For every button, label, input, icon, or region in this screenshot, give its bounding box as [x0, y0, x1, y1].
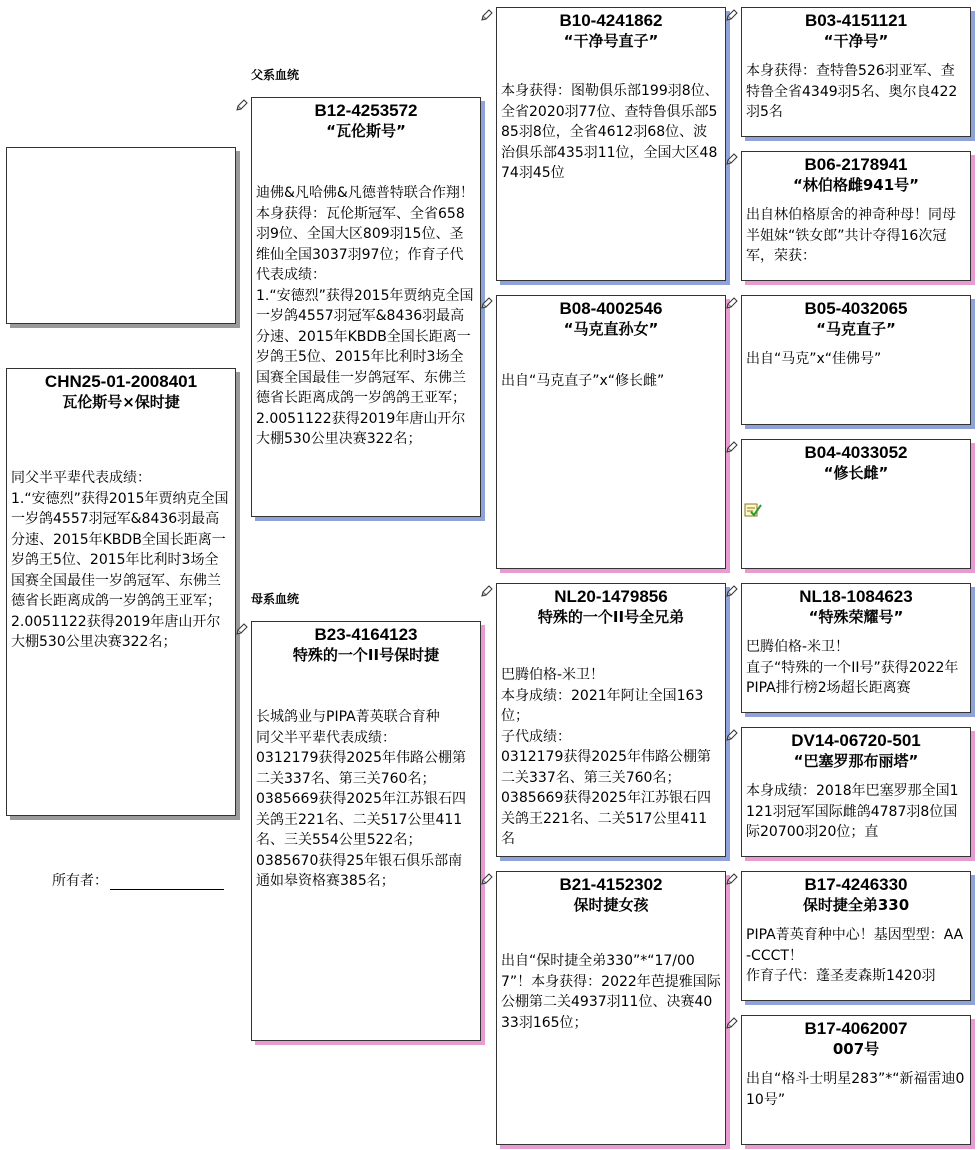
ggp-5-text: 巴腾伯格-米卫！ 直子“特殊的一个II号”获得2022年PIPA排行榜2场超长距离赛: [746, 639, 959, 696]
ggp-8-ring: B17-4062007: [804, 1019, 908, 1038]
main-bird-card: [6, 368, 236, 816]
ggp-card-1: [741, 7, 971, 137]
main-bird-name: 瓦伦斯号×保时捷: [62, 393, 180, 411]
ggp-card-6: [741, 727, 971, 857]
edit-pencil-icon[interactable]: [726, 727, 740, 741]
gp-dd-ring: B21-4152302: [559, 875, 663, 894]
dam-section-label: 母系血统: [251, 592, 300, 606]
edit-pencil-icon[interactable]: [726, 439, 740, 453]
ggp-7-text: PIPA菁英育种中心！基因型型：AA-CCCT！ 作育子代：蓬圣麦森斯1420羽: [746, 927, 964, 984]
ggp-6-text: 本身成绩：2018年巴塞罗那全国1121羽冠军国际雌鸽4787羽8位国际20700羽20位；直: [746, 783, 959, 840]
main-bird-text: 同父半平辈代表成绩： 1.“安德烈”获得2015年贾纳克全国一岁鸽4557羽冠军&8436羽最高分速、2015年KBDB全国长距离一岁鸽王5位、2015年比利时3场全国赛全国最佳一岁鸽冠军、东佛兰德省长距离成鸽一岁鸽鸽王亚军； 2.0051122获得2019年唐山开尔大棚530公里决赛322名；: [11, 470, 229, 650]
ggp-card-8: [741, 1015, 971, 1145]
dam-card: [251, 621, 481, 1041]
ggp-2-name: “林伯格雌941号”: [792, 176, 920, 194]
dam-ring: B23-4164123: [314, 625, 418, 644]
gp-ds-ring: NL20-1479856: [554, 587, 668, 606]
owner-field: [52, 870, 224, 890]
ggp-card-4: [741, 439, 971, 569]
edit-pencil-icon[interactable]: [726, 151, 740, 165]
edit-pencil-icon[interactable]: [481, 583, 495, 597]
edit-pencil-icon[interactable]: [726, 7, 740, 21]
ggp-card-2: [741, 151, 971, 281]
photo-frame: [6, 147, 236, 324]
ggp-2-ring: B06-2178941: [804, 155, 908, 174]
sire-text: 迪佛&凡哈佛&凡德普特联合作翔！本身获得：瓦伦斯冠军、全省658羽9位、全国大区809羽15位、圣维仙全国3037羽97位；作育子代代表成绩： 1.“安德烈”获得2015年贾纳克全国一岁鸽4557羽冠军&8436羽最高分速、2015年KBDB全国长距离一岁鸽王5位、2015年比利时3场全国赛全国最佳一岁鸽冠军、东佛兰德省长距离成鸽一岁鸽鸽王亚军； 2.0051122获得2019年唐山开尔大棚530公里决赛322名；: [256, 185, 474, 447]
edit-pencil-icon[interactable]: [236, 621, 250, 635]
gp-ds-name: 特殊的一个II号全兄弟: [537, 608, 685, 626]
sire-name: “瓦伦斯号”: [326, 122, 406, 140]
ggp-3-text: 出自“马克”x“佳佛号”: [746, 351, 882, 367]
ggp-6-ring: DV14-06720-501: [791, 731, 921, 750]
granddam-maternal-card: [496, 871, 726, 1145]
ggp-5-ring: NL18-1084623: [799, 587, 913, 606]
gp-dd-name: 保时捷女孩: [573, 896, 649, 914]
owner-line: [110, 875, 224, 890]
gp-ss-text: 本身获得：图勒俱乐部199羽8位、全省2020羽77位、查特鲁俱乐部585羽8位，全省4612羽68位、波治俱乐部435羽11位，全国大区4874羽45位: [501, 83, 719, 181]
gp-dd-text: 出自“保时捷全弟330”*“17/007”！本身获得：2022年芭提雅国际公棚第二关4937羽11位、决赛4033羽165位；: [501, 953, 721, 1031]
dam-text: 长城鸽业与PIPA菁英联合育种 同父半平辈代表成绩： 0312179获得2025年伟路公棚第二关337名、第三关760名； 0385669获得2025年江苏银石四关鸽王221名、二关517公里411名、三关554公里522名； 0385670获得25年银石俱乐部南通如皋资格赛385名；: [256, 709, 466, 889]
gp-sd-name: “马克直孙女”: [563, 320, 659, 338]
edit-pencil-icon[interactable]: [481, 7, 495, 21]
ggp-5-name: “特殊荣耀号”: [808, 608, 904, 626]
sire-section-label: 父系血统: [251, 68, 300, 82]
ggp-card-3: [741, 295, 971, 425]
dam-name: 特殊的一个II号保时捷: [292, 646, 440, 664]
ggp-card-7: [741, 871, 971, 1001]
ggp-7-ring: B17-4246330: [804, 875, 908, 894]
ggp-1-name: “干净号”: [823, 32, 889, 50]
edit-pencil-icon[interactable]: [726, 871, 740, 885]
edit-pencil-icon[interactable]: [481, 295, 495, 309]
edit-pencil-icon[interactable]: [481, 871, 495, 885]
gp-sd-text: 出自“马克直子”x“修长雌”: [501, 373, 665, 389]
ggp-7-name: 保时捷全弟330: [802, 896, 910, 914]
ggp-2-text: 出自林伯格原舍的神奇种母！同母半姐妹“铁女郎”共计夺得16次冠军，荣获：: [746, 207, 956, 264]
edit-pencil-icon[interactable]: [236, 97, 250, 111]
sire-card: [251, 97, 481, 517]
owner-label: 所有者：: [52, 873, 108, 889]
grandsire-paternal-card: [496, 7, 726, 281]
edit-pencil-icon[interactable]: [726, 1015, 740, 1029]
grandsire-maternal-card: [496, 583, 726, 857]
memo-note-icon: [744, 501, 762, 521]
ggp-4-name: “修长雌”: [823, 464, 889, 482]
ggp-8-text: 出自“格斗士明星283”*“新福雷迪010号”: [746, 1071, 965, 1108]
ggp-1-ring: B03-4151121: [804, 11, 908, 30]
edit-pencil-icon[interactable]: [726, 583, 740, 597]
gp-sd-ring: B08-4002546: [559, 299, 663, 318]
ggp-card-5: [741, 583, 971, 713]
gp-ss-name: “干净号直子”: [563, 32, 659, 50]
ggp-3-ring: B05-4032065: [804, 299, 908, 318]
gp-ss-ring: B10-4241862: [559, 11, 663, 30]
ggp-4-ring: B04-4033052: [804, 443, 908, 462]
sire-ring: B12-4253572: [314, 101, 418, 120]
ggp-6-name: “巴塞罗那布丽塔”: [793, 752, 919, 770]
ggp-8-name: 007号: [832, 1040, 880, 1058]
ggp-1-text: 本身获得：查特鲁526羽亚军、查特鲁全省4349羽5名、奥尔良422羽5名: [746, 63, 958, 120]
main-bird-ring: CHN25-01-2008401: [44, 372, 198, 391]
granddam-paternal-card: [496, 295, 726, 569]
edit-pencil-icon[interactable]: [726, 295, 740, 309]
gp-ds-text: 巴腾伯格-米卫！ 本身成绩：2021年阿让全国163位； 子代成绩： 0312179获得2025年伟路公棚第二关337名、第三关760名； 0385669获得2025年江苏银石四关鸽王221名、二关517公里411名: [501, 667, 711, 847]
ggp-3-name: “马克直子”: [816, 320, 896, 338]
